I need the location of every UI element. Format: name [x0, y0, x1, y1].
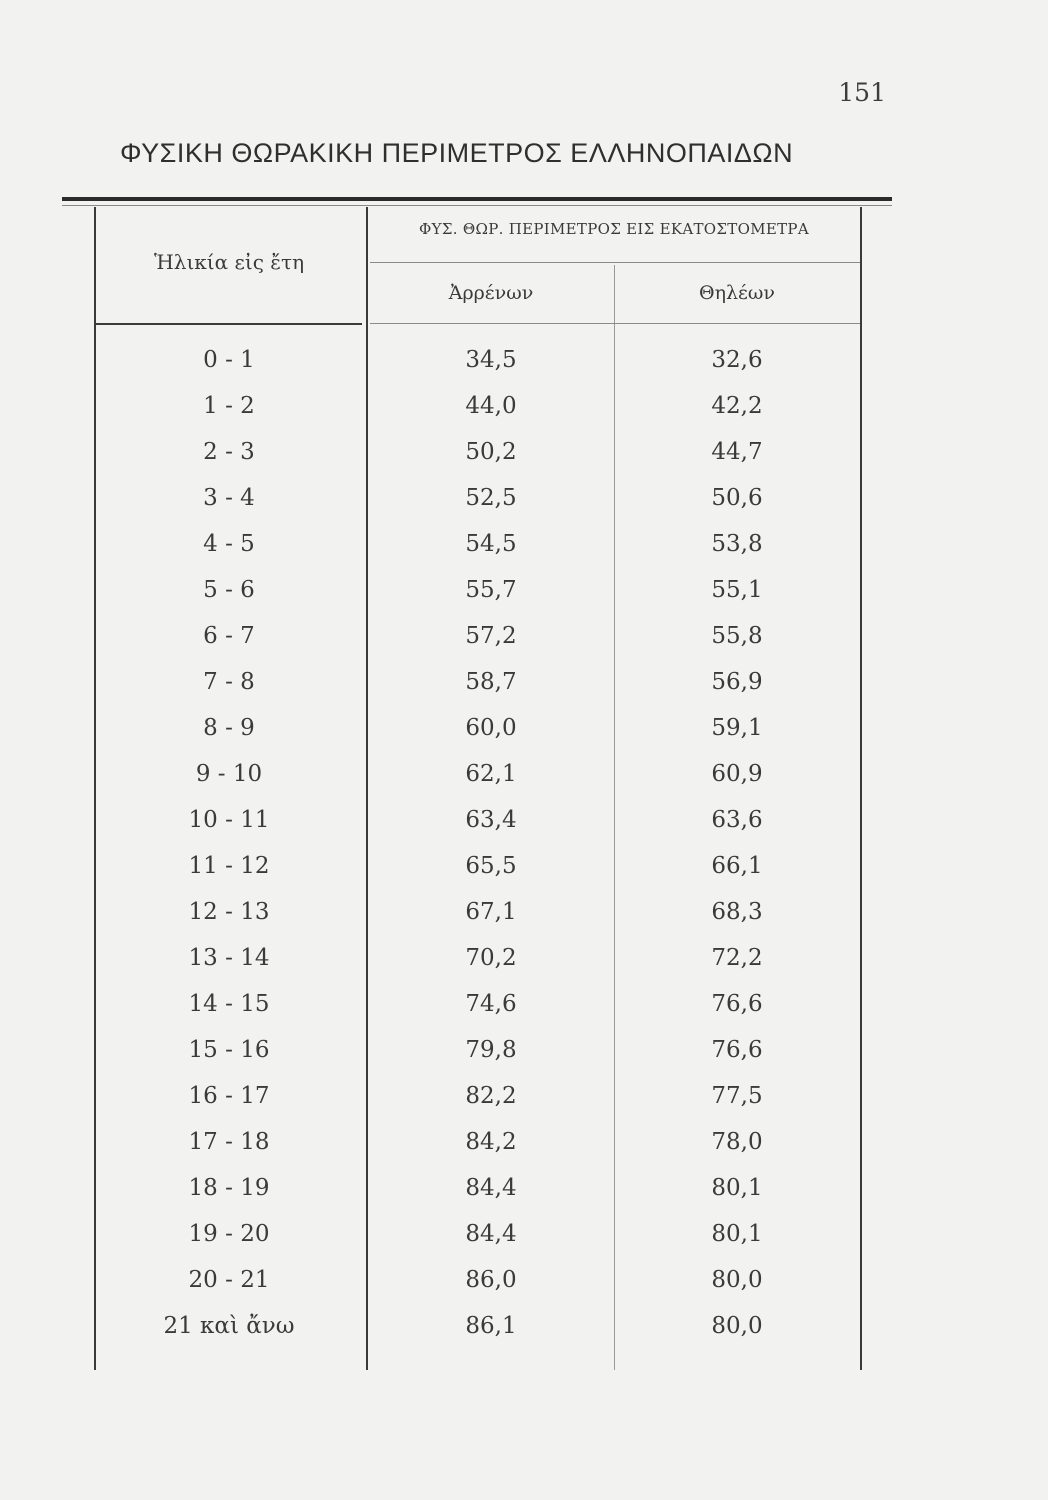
age-range-cell: 19 - 20 — [188, 1221, 270, 1247]
male-value-cell: 74,6 — [465, 991, 517, 1017]
female-value-cell: 32,6 — [711, 347, 763, 373]
table-body — [96, 337, 860, 1349]
table-row — [96, 751, 860, 797]
male-value-cell: 62,1 — [465, 761, 517, 787]
male-value-cell: 44,0 — [465, 393, 517, 419]
male-value-cell: 60,0 — [465, 715, 517, 741]
female-value-cell: 56,9 — [711, 669, 763, 695]
table-row — [96, 521, 860, 567]
table-row — [96, 889, 860, 935]
male-value-cell: 63,4 — [465, 807, 517, 833]
female-value-cell: 72,2 — [711, 945, 763, 971]
table-row — [96, 567, 860, 613]
female-value-cell: 59,1 — [711, 715, 763, 741]
male-value-cell: 55,7 — [465, 577, 517, 603]
age-range-cell: 2 - 3 — [203, 439, 255, 465]
female-value-cell: 42,2 — [711, 393, 763, 419]
table-row — [96, 475, 860, 521]
female-value-cell: 80,1 — [711, 1221, 763, 1247]
age-range-cell: 10 - 11 — [188, 807, 270, 833]
age-range-cell: 16 - 17 — [188, 1083, 270, 1109]
age-range-cell: 4 - 5 — [203, 531, 255, 557]
table-row — [96, 1257, 860, 1303]
female-value-cell: 77,5 — [711, 1083, 763, 1109]
age-range-cell: 18 - 19 — [188, 1175, 270, 1201]
male-value-cell: 84,4 — [465, 1175, 517, 1201]
male-column-header: Ἀρρένων — [448, 282, 534, 304]
group-header-underline — [370, 262, 860, 263]
female-value-cell: 60,9 — [711, 761, 763, 787]
age-range-cell: 13 - 14 — [188, 945, 270, 971]
table-right-border — [860, 207, 862, 1370]
female-value-cell: 78,0 — [711, 1129, 763, 1155]
table-row — [96, 705, 860, 751]
female-value-cell: 55,8 — [711, 623, 763, 649]
male-value-cell: 79,8 — [465, 1037, 517, 1063]
female-value-cell: 76,6 — [711, 991, 763, 1017]
female-value-cell: 80,1 — [711, 1175, 763, 1201]
male-value-cell: 50,2 — [465, 439, 517, 465]
table-row — [96, 613, 860, 659]
male-value-cell: 84,4 — [465, 1221, 517, 1247]
table-row — [96, 1211, 860, 1257]
age-header-underline — [96, 323, 362, 325]
female-value-cell: 50,6 — [711, 485, 763, 511]
male-value-cell: 67,1 — [465, 899, 517, 925]
age-range-cell: 12 - 13 — [188, 899, 270, 925]
female-value-cell: 55,1 — [711, 577, 763, 603]
age-range-cell: 11 - 12 — [188, 853, 270, 879]
female-value-cell: 63,6 — [711, 807, 763, 833]
male-value-cell: 58,7 — [465, 669, 517, 695]
age-range-cell: 5 - 6 — [203, 577, 255, 603]
table-row — [96, 1073, 860, 1119]
age-range-cell: 8 - 9 — [203, 715, 255, 741]
male-value-cell: 34,5 — [465, 347, 517, 373]
male-value-cell: 86,0 — [465, 1267, 517, 1293]
age-range-cell: 7 - 8 — [203, 669, 255, 695]
table-row — [96, 935, 860, 981]
female-value-cell: 76,6 — [711, 1037, 763, 1063]
female-value-cell: 80,0 — [711, 1313, 763, 1339]
female-column-header: Θηλέων — [699, 282, 775, 304]
age-range-cell: 17 - 18 — [188, 1129, 270, 1155]
age-range-cell: 9 - 10 — [195, 761, 263, 787]
female-value-cell: 44,7 — [711, 439, 763, 465]
female-value-cell: 80,0 — [711, 1267, 763, 1293]
table-row — [96, 429, 860, 475]
sex-header-underline — [370, 323, 860, 324]
male-value-cell: 52,5 — [465, 485, 517, 511]
table-row — [96, 1119, 860, 1165]
table-top-rule — [62, 197, 892, 201]
age-range-cell: 6 - 7 — [203, 623, 255, 649]
page-number: 151 — [838, 78, 886, 107]
table-row — [96, 843, 860, 889]
age-range-cell: 0 - 1 — [203, 347, 255, 373]
male-value-cell: 84,2 — [465, 1129, 517, 1155]
table-row — [96, 981, 860, 1027]
table-row — [96, 659, 860, 705]
age-range-cell: 1 - 2 — [203, 393, 255, 419]
table-row — [96, 1303, 860, 1349]
table-row — [96, 797, 860, 843]
male-value-cell: 86,1 — [465, 1313, 517, 1339]
male-value-cell: 54,5 — [465, 531, 517, 557]
age-range-cell: 21 καὶ ἄνω — [163, 1313, 295, 1339]
female-value-cell: 53,8 — [711, 531, 763, 557]
page-title: ΦΥΣΙΚΗ ΘΩΡΑΚΙΚΗ ΠΕΡΙΜΕΤΡΟΣ ΕΛΛΗΝΟΠΑΙΔΩΝ — [120, 138, 794, 168]
age-range-cell: 15 - 16 — [188, 1037, 270, 1063]
age-range-cell: 3 - 4 — [203, 485, 255, 511]
male-value-cell: 57,2 — [465, 623, 517, 649]
table-top-thin-rule — [62, 205, 892, 206]
male-value-cell: 70,2 — [465, 945, 517, 971]
female-value-cell: 66,1 — [711, 853, 763, 879]
male-value-cell: 65,5 — [465, 853, 517, 879]
table-row — [96, 383, 860, 429]
age-column-header: Ἡλικία εἰς ἔτη — [153, 250, 305, 274]
table-row — [96, 1165, 860, 1211]
male-value-cell: 82,2 — [465, 1083, 517, 1109]
age-range-cell: 14 - 15 — [188, 991, 270, 1017]
table-row — [96, 337, 860, 383]
age-range-cell: 20 - 21 — [188, 1267, 270, 1293]
female-value-cell: 68,3 — [711, 899, 763, 925]
table-row — [96, 1027, 860, 1073]
chest-perimeter-group-header: ΦΥΣ. ΘΩΡ. ΠΕΡΙΜΕΤΡΟΣ ΕΙΣ ΕΚΑΤΟΣΤΟΜΕΤΡΑ — [419, 220, 809, 238]
